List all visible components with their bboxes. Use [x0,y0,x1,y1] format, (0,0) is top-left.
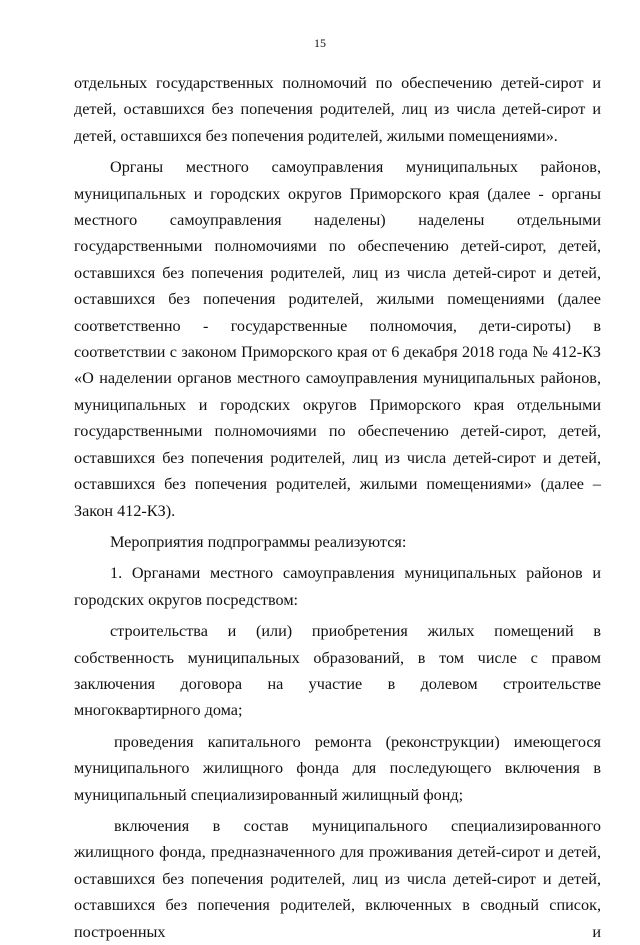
paragraph-measures-intro: Мероприятия подпрограммы реализуются: [110,532,407,551]
page-number: 15 [314,36,326,50]
paragraph-repair: проведения капитального ремонта (реконструкции) имеющегося муниципального жилищного фонда для последующего включения в муниципальный специализированный жилищный фонд; [74,732,601,804]
paragraph-continuation: отдельных государственных полномочий по обеспечению детей-сирот и детей, оставшихся без попечения родителей, лиц из числа детей-сирот и детей, оставшихся без попечения родителей, жилыми помещениями». [74,74,601,145]
paragraph-organs-authority: Органы местного самоуправления муниципальных районов, муниципальных и городских округов Приморского края (далее - органы местного самоуправления наделены) наделены отдельными государственными полномочиями по обеспечению детей-сирот, детей, оставшихся без попечения родителей, лиц из числа детей-сирот и детей, оставшихся без попечения родителей, жилыми помещениями (далее соответственно - государственные полномочия, дети-сироты) в соответствии с законом Приморского края от 6 декабря 2018 года № 412-КЗ «О наделении органов местного самоуправления муниципальных районов, муниципальных и городских округов Приморского края отдельными государственными полномочиями по обеспечению детей-сирот, детей, оставшихся без попечения родителей, лиц из числа детей-сирот и детей, оставшихся без попечения родителей, жилыми помещениями» (далее – Закон 412-КЗ). [74,158,601,520]
paragraph-inclusion: включения в состав муниципального специализированного жилищного фонда, предназначенного для проживания детей-сирот и детей, оставшихся без попечения родителей, лиц из числа детей-сирот и детей, оставшихся без попечения родителей, включенных в сводный список, построенных и [74,816,601,941]
paragraph-construction: строительства и (или) приобретения жилых помещений в собственность муниципальных образований, в том числе с правом заключения договора на участие в долевом строительстве многоквартирного дома; [74,622,601,720]
paragraph-item-1: 1. Органами местного самоуправления муниципальных районов и городских округов посредством: [74,564,601,609]
document-body [74,70,601,945]
